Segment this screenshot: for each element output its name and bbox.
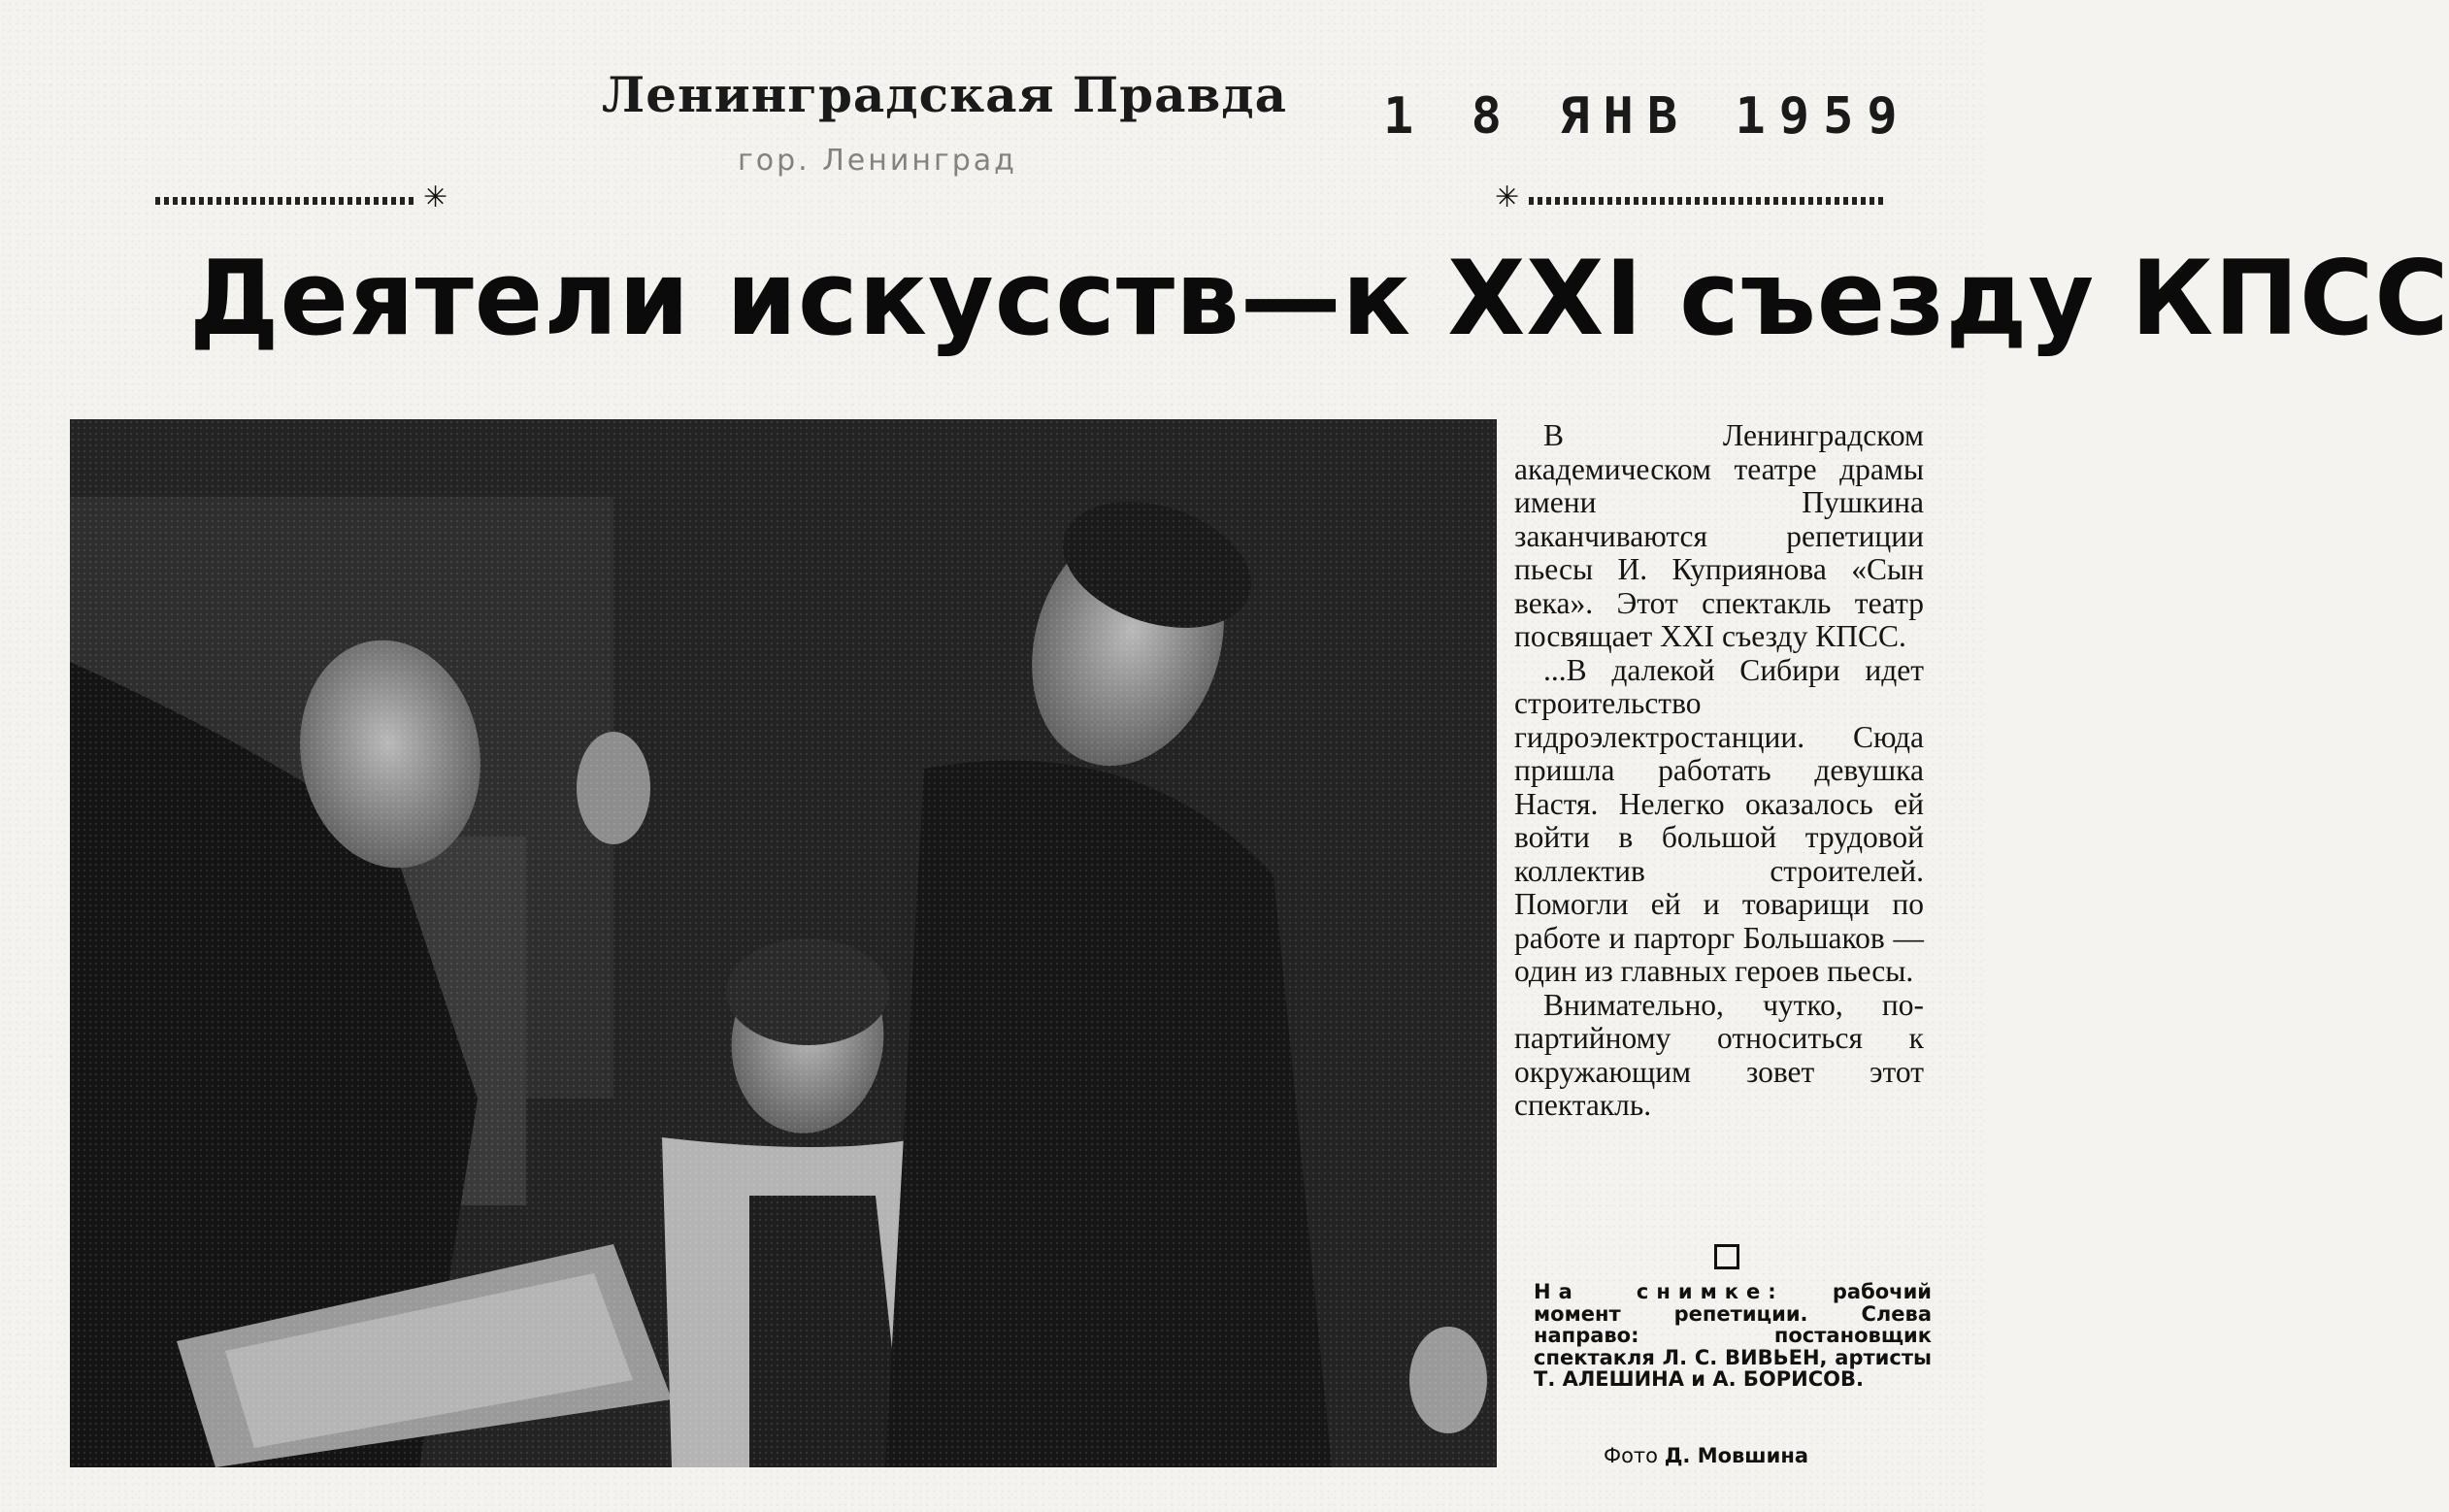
article-paragraph: ...В далекой Сибири идет строительство гидроэлектростанции. Сюда пришла работать девушка Настя. Нелегко оказалось ей войти в большой трудовой коллектив строителей. Помогли ей и товарищи по работе и парторг Большаков — один из главных героев пьесы.	[1514, 652, 1924, 988]
city-stamp: гор. Ленинград	[738, 144, 1017, 178]
decorative-rule-right	[1529, 197, 1883, 205]
caption-text: рабочий момент репетиции. Слева направо: постановщик спектакля Л. С. ВИВЬЕН, артисты Т. АЛЕШИНА и А. БОРИСОВ.	[1534, 1280, 1932, 1391]
star-ornament-right-icon: ✳	[1495, 181, 1520, 214]
article-body	[1514, 419, 1924, 1123]
section-divider-square-icon	[1714, 1244, 1739, 1269]
credit-prefix: Фото	[1604, 1444, 1659, 1467]
article-paragraph: В Ленинградском академическом театре драмы имени Пушкина заканчиваются репетиции пьесы И. Куприянова «Сын века». Этот спектакль театр посвящает XXI съезду КПСС.	[1514, 418, 1924, 653]
credit-author: Д. Мовшина	[1664, 1444, 1809, 1467]
caption-lead: На снимке:	[1534, 1280, 1784, 1303]
photo-caption	[1534, 1281, 1932, 1391]
article-headline: Деятели искусств—к XXI съезду КПСС	[189, 239, 2449, 358]
article-paragraph: Внимательно, чутко, по-партийному относиться к окружающим зовет этот спектакль.	[1514, 987, 1924, 1122]
photo-credit	[1604, 1444, 1808, 1467]
rehearsal-photo	[70, 419, 1497, 1467]
decorative-rule-left	[155, 197, 417, 205]
star-ornament-left-icon: ✳	[423, 181, 448, 214]
date-stamp: 1 8 ЯНВ 1959	[1383, 87, 1911, 146]
newspaper-masthead: Ленинградская Правда	[602, 66, 1287, 123]
